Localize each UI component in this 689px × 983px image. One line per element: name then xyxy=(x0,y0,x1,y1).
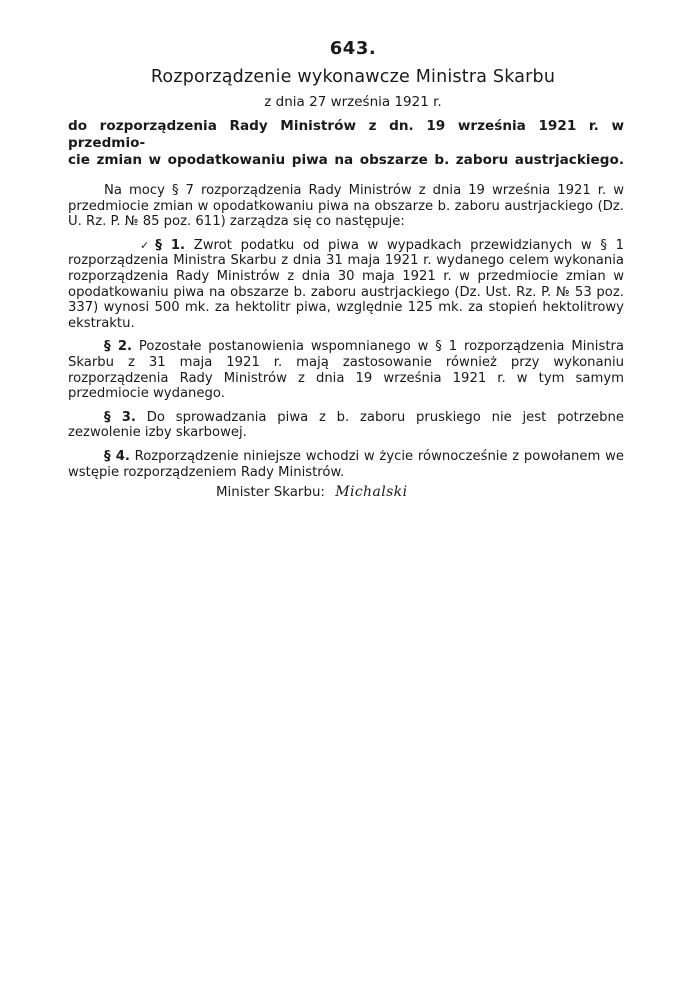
intro-paragraph: Na mocy § 7 rozporządzenia Rady Ministrów z dnia 19 września 1921 r. w przedmiocie zmian w opodatkowaniu piwa na obszarze b. zaboru austrjackiego (Dz. U. Rz. P. № 85 poz. 611) zarządza się co następuje: xyxy=(68,183,624,230)
section-3-text: Do sprowadzania piwa z b. zaboru pruskiego nie jest potrzebne zezwolenie izby skarbowej. xyxy=(68,409,624,441)
section-4-label: § 4. xyxy=(104,448,130,464)
section-1-label: § 1. xyxy=(155,237,186,253)
document-number: 643. xyxy=(329,38,377,59)
signature-line xyxy=(216,484,624,500)
section-1 xyxy=(68,238,624,332)
section-2 xyxy=(68,339,624,401)
section-3 xyxy=(68,410,624,441)
section-2-text: Pozostałe postanowienia wspomnianego w § 1 rozporządzenia Ministra Skarbu z 31 maja 1921 r. mają zastosowanie również przy wykonaniu rozporządzenia Rady Ministrów z dnia 19 września 1921 r. w tym samym przedmiocie wydanego. xyxy=(68,339,624,402)
section-4 xyxy=(68,449,624,480)
section-1-text: Zwrot podatku od piwa w wypadkach przewidzianych w § 1 rozporządzenia Ministra Skarbu z dnia 31 maja 1921 r. wydanego celem wykonania rozporządzenia Rady Ministrów z dnia 30 maja 1921 r. w przedmiocie zmian w opodatkowaniu piwa na obszarze b. zaboru austrjackiego (Dz. Ust. Rz. P. № 53 poz. 337) wynosi 500 mk. za hektolitr piwa, względnie 125 mk. za stopień hektolitrowy ekstraktu. xyxy=(68,237,625,331)
subject-line-2: cie zmian w opodatkowaniu piwa na obszarze b. zaboru austrjackiego. xyxy=(68,152,624,168)
document-subject xyxy=(68,118,624,169)
signatory-name: Michalski xyxy=(335,484,408,501)
section-3-label: § 3. xyxy=(104,409,136,425)
signatory-label: Minister Skarbu: xyxy=(216,485,325,501)
document-page xyxy=(68,38,624,500)
subject-line-1: do rozporządzenia Rady Ministrów z dn. 19 września 1921 r. w przedmio- xyxy=(68,118,624,151)
document-title: Rozporządzenie wykonawcze Ministra Skarbu xyxy=(150,67,556,87)
document-date: z dnia 27 września 1921 r. xyxy=(264,94,442,110)
pencil-mark-icon: ✓ xyxy=(140,238,150,252)
section-4-text: Rozporządzenie niniejsze wchodzi w życie równocześnie z powołanem we wstępie rozporządzeniem Rady Ministrów. xyxy=(68,448,624,480)
section-2-label: § 2. xyxy=(104,339,133,355)
